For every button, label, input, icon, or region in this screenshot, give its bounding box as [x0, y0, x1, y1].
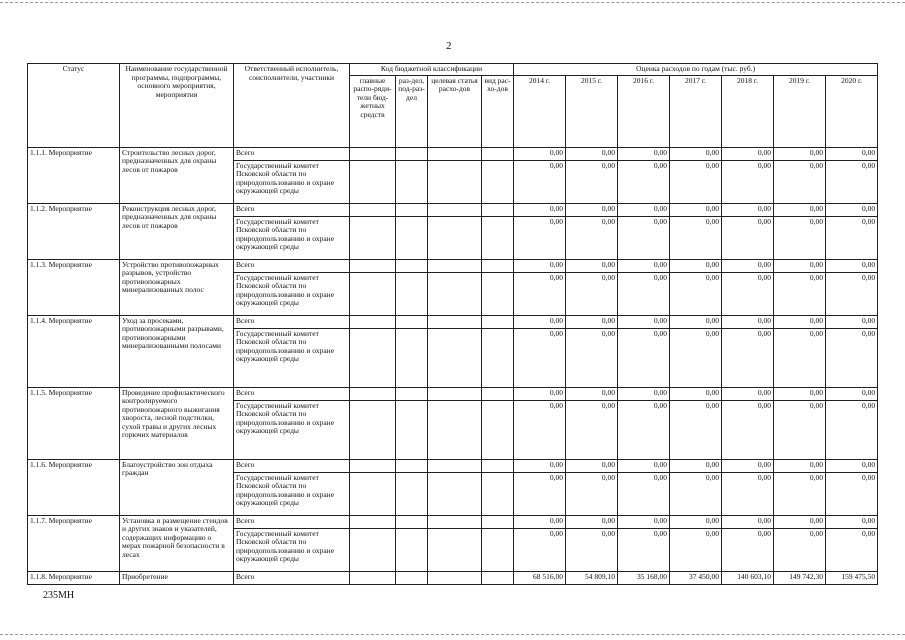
value-cell: 0,00	[722, 400, 774, 459]
empty-cell	[396, 216, 428, 259]
status-header: Статус	[28, 64, 120, 148]
value-cell: 35 168,00	[618, 571, 670, 584]
empty-cell	[396, 315, 428, 328]
value-cell: 0,00	[670, 515, 722, 528]
row-name: Проведение профилактического контролируемого противопожарного выжигания хвороста, лесной подстилки, сухой травы и других лесных горючих материалов	[120, 387, 234, 459]
value-cell: 0,00	[514, 315, 566, 328]
value-cell: 0,00	[722, 528, 774, 571]
expense-type-header: вид рас-хо-дов	[482, 75, 514, 147]
value-cell: 0,00	[722, 315, 774, 328]
empty-cell	[428, 315, 482, 328]
empty-cell	[396, 160, 428, 203]
value-cell: 0,00	[514, 160, 566, 203]
value-cell: 0,00	[722, 515, 774, 528]
value-cell: 0,00	[618, 160, 670, 203]
value-cell: 0,00	[514, 459, 566, 472]
row-status: 1.1.1. Мероприятие	[28, 147, 120, 203]
value-cell: 0,00	[618, 315, 670, 328]
value-cell: 0,00	[618, 515, 670, 528]
empty-cell	[482, 459, 514, 472]
row-responsible-committee: Государственный комитет Псковской области по природопользованию и охране окружающей среды	[234, 160, 350, 203]
value-cell: 0,00	[670, 459, 722, 472]
value-cell: 0,00	[566, 272, 618, 315]
value-cell: 0,00	[514, 472, 566, 515]
row-responsible-total: Всего	[234, 387, 350, 400]
row-name: Реконструкция лесных дорог, предназначенных для охраны лесов от пожаров	[120, 203, 234, 259]
empty-cell	[428, 472, 482, 515]
row-status: 1.1.8. Мероприятие	[28, 571, 120, 584]
row-responsible-committee: Государственный комитет Псковской области по природопользованию и охране окружающей среды	[234, 272, 350, 315]
empty-cell	[396, 571, 428, 584]
row-responsible-committee: Государственный комитет Псковской области по природопользованию и охране окружающей среды	[234, 472, 350, 515]
row-responsible-total: Всего	[234, 315, 350, 328]
empty-cell	[350, 459, 396, 472]
value-cell: 0,00	[514, 272, 566, 315]
value-cell: 0,00	[514, 203, 566, 216]
value-cell: 0,00	[566, 472, 618, 515]
value-cell: 0,00	[618, 472, 670, 515]
budget-table	[27, 63, 878, 585]
value-cell: 0,00	[514, 528, 566, 571]
empty-cell	[350, 328, 396, 387]
value-cell: 0,00	[514, 259, 566, 272]
value-cell: 0,00	[618, 528, 670, 571]
empty-cell	[396, 515, 428, 528]
value-cell: 0,00	[618, 216, 670, 259]
value-cell: 0,00	[618, 459, 670, 472]
empty-cell	[428, 259, 482, 272]
value-cell: 0,00	[566, 459, 618, 472]
empty-cell	[396, 259, 428, 272]
year-header: 2015 г.	[566, 75, 618, 147]
value-cell: 0,00	[826, 259, 878, 272]
value-cell: 0,00	[566, 203, 618, 216]
empty-cell	[482, 472, 514, 515]
row-name: Благоустройство зон отдыха граждан	[120, 459, 234, 515]
row-responsible-total: Всего	[234, 203, 350, 216]
value-cell: 0,00	[670, 160, 722, 203]
empty-cell	[482, 315, 514, 328]
row-status: 1.1.5. Мероприятие	[28, 387, 120, 459]
value-cell: 0,00	[618, 328, 670, 387]
value-cell: 159 475,50	[826, 571, 878, 584]
empty-cell	[396, 272, 428, 315]
row-name: Строительство лесных дорог, предназначенных для охраны лесов от пожаров	[120, 147, 234, 203]
value-cell: 0,00	[774, 315, 826, 328]
value-cell: 0,00	[774, 272, 826, 315]
empty-cell	[396, 387, 428, 400]
value-cell: 0,00	[670, 528, 722, 571]
row-responsible-total: Всего	[234, 515, 350, 528]
row-status: 1.1.3. Мероприятие	[28, 259, 120, 315]
row-responsible-committee: Государственный комитет Псковской области по природопользованию и охране окружающей среды	[234, 328, 350, 387]
empty-cell	[482, 571, 514, 584]
row-responsible: Всего	[234, 571, 350, 584]
value-cell: 0,00	[670, 472, 722, 515]
value-cell: 0,00	[566, 160, 618, 203]
budget-code-header: Код бюджетной классификации	[350, 64, 514, 76]
empty-cell	[396, 472, 428, 515]
value-cell: 0,00	[514, 515, 566, 528]
table-body	[28, 147, 878, 584]
empty-cell	[428, 459, 482, 472]
value-cell: 0,00	[722, 147, 774, 160]
value-cell: 0,00	[774, 259, 826, 272]
row-name: Уход за просеками, противопожарными разрывами, противопожарными минерализованными полосами	[120, 315, 234, 387]
value-cell: 0,00	[670, 387, 722, 400]
value-cell: 0,00	[774, 160, 826, 203]
empty-cell	[428, 160, 482, 203]
value-cell: 0,00	[670, 272, 722, 315]
empty-cell	[428, 571, 482, 584]
value-cell: 0,00	[722, 472, 774, 515]
value-cell: 0,00	[566, 528, 618, 571]
empty-cell	[482, 328, 514, 387]
responsible-header: Ответственный исполнитель, соисполнители, участники	[234, 64, 350, 148]
value-cell: 68 516,00	[514, 571, 566, 584]
value-cell: 0,00	[826, 203, 878, 216]
table-row-total	[28, 515, 878, 528]
empty-cell	[350, 160, 396, 203]
value-cell: 0,00	[514, 400, 566, 459]
value-cell: 0,00	[670, 259, 722, 272]
value-cell: 0,00	[826, 328, 878, 387]
empty-cell	[350, 472, 396, 515]
empty-cell	[428, 515, 482, 528]
row-status: 1.1.4. Мероприятие	[28, 315, 120, 387]
row-status: 1.1.7. Мероприятие	[28, 515, 120, 571]
empty-cell	[482, 272, 514, 315]
main-managers-header: главные распо-ряди-тели бюд-жетных средств	[350, 75, 396, 147]
table-row-total	[28, 147, 878, 160]
empty-cell	[482, 216, 514, 259]
value-cell: 0,00	[826, 459, 878, 472]
empty-cell	[482, 387, 514, 400]
empty-cell	[350, 528, 396, 571]
empty-cell	[396, 328, 428, 387]
value-cell: 0,00	[826, 147, 878, 160]
target-article-header: целевая статья расхо-дов	[428, 75, 482, 147]
empty-cell	[350, 315, 396, 328]
table-row-total	[28, 459, 878, 472]
empty-cell	[396, 147, 428, 160]
value-cell: 0,00	[566, 328, 618, 387]
year-header: 2020 г.	[826, 75, 878, 147]
year-header: 2014 г.	[514, 75, 566, 147]
value-cell: 0,00	[774, 528, 826, 571]
empty-cell	[428, 203, 482, 216]
value-cell: 0,00	[514, 387, 566, 400]
value-cell: 0,00	[566, 259, 618, 272]
value-cell: 0,00	[826, 472, 878, 515]
value-cell: 0,00	[722, 203, 774, 216]
value-cell: 0,00	[566, 315, 618, 328]
table-row-total	[28, 315, 878, 328]
row-name: Устройство противопожарных разрывов, устройство противопожарных минерализованных полос	[120, 259, 234, 315]
value-cell: 0,00	[618, 387, 670, 400]
empty-cell	[350, 571, 396, 584]
row-responsible-committee: Государственный комитет Псковской области по природопользованию и охране окружающей среды	[234, 216, 350, 259]
value-cell: 0,00	[670, 400, 722, 459]
value-cell: 0,00	[826, 528, 878, 571]
row-responsible-committee: Государственный комитет Псковской области по природопользованию и охране окружающей среды	[234, 400, 350, 459]
value-cell: 0,00	[514, 328, 566, 387]
empty-cell	[482, 259, 514, 272]
row-responsible-committee: Государственный комитет Псковской области по природопользованию и охране окружающей среды	[234, 528, 350, 571]
value-cell: 0,00	[826, 315, 878, 328]
value-cell: 0,00	[722, 272, 774, 315]
row-status: 1.1.2. Мероприятие	[28, 203, 120, 259]
empty-cell	[350, 259, 396, 272]
value-cell: 0,00	[670, 328, 722, 387]
row-name: Приобретение	[120, 571, 234, 584]
empty-cell	[428, 387, 482, 400]
empty-cell	[428, 216, 482, 259]
value-cell: 0,00	[618, 259, 670, 272]
empty-cell	[350, 400, 396, 459]
empty-cell	[350, 387, 396, 400]
year-header: 2018 г.	[722, 75, 774, 147]
value-cell: 54 809,10	[566, 571, 618, 584]
value-cell: 0,00	[826, 160, 878, 203]
empty-cell	[428, 528, 482, 571]
value-cell: 0,00	[566, 216, 618, 259]
value-cell: 0,00	[618, 400, 670, 459]
value-cell: 140 603,10	[722, 571, 774, 584]
value-cell: 0,00	[566, 400, 618, 459]
value-cell: 0,00	[670, 147, 722, 160]
empty-cell	[396, 459, 428, 472]
year-header: 2019 г.	[774, 75, 826, 147]
empty-cell	[482, 160, 514, 203]
empty-cell	[428, 328, 482, 387]
empty-cell	[350, 203, 396, 216]
scan-edge-bottom	[0, 634, 905, 635]
value-cell: 0,00	[514, 147, 566, 160]
costs-estimate-header: Оценка расходов по годам (тыс. руб.)	[514, 64, 878, 76]
value-cell: 0,00	[774, 328, 826, 387]
empty-cell	[482, 147, 514, 160]
row-responsible-total: Всего	[234, 147, 350, 160]
name-header: Наименование государственной программы, подпрограммы, основного мероприятия, мероприятия	[120, 64, 234, 148]
page-number: 2	[446, 40, 452, 52]
table-row-last	[28, 571, 878, 584]
row-name: Установка и размещение стендов и других знаков и указателей, содержащих информацию о мерах пожарной безопасности в лесах	[120, 515, 234, 571]
value-cell: 0,00	[774, 515, 826, 528]
row-responsible-total: Всего	[234, 259, 350, 272]
value-cell: 37 450,00	[670, 571, 722, 584]
value-cell: 0,00	[618, 272, 670, 315]
empty-cell	[482, 515, 514, 528]
value-cell: 0,00	[774, 147, 826, 160]
value-cell: 0,00	[618, 203, 670, 216]
empty-cell	[428, 147, 482, 160]
table-row-total	[28, 203, 878, 216]
footer-code: 235МН	[43, 590, 75, 601]
value-cell: 0,00	[722, 216, 774, 259]
value-cell: 0,00	[774, 216, 826, 259]
value-cell: 0,00	[774, 203, 826, 216]
value-cell: 0,00	[618, 147, 670, 160]
empty-cell	[350, 147, 396, 160]
table-row-total	[28, 259, 878, 272]
value-cell: 0,00	[774, 472, 826, 515]
empty-cell	[350, 515, 396, 528]
value-cell: 0,00	[826, 515, 878, 528]
empty-cell	[428, 272, 482, 315]
value-cell: 0,00	[670, 203, 722, 216]
value-cell: 0,00	[774, 459, 826, 472]
empty-cell	[482, 528, 514, 571]
value-cell: 0,00	[826, 216, 878, 259]
empty-cell	[428, 400, 482, 459]
value-cell: 0,00	[514, 216, 566, 259]
value-cell: 0,00	[774, 387, 826, 400]
value-cell: 0,00	[670, 216, 722, 259]
empty-cell	[482, 400, 514, 459]
value-cell: 0,00	[566, 515, 618, 528]
value-cell: 0,00	[826, 387, 878, 400]
value-cell: 0,00	[774, 400, 826, 459]
row-responsible-total: Всего	[234, 459, 350, 472]
value-cell: 0,00	[670, 315, 722, 328]
value-cell: 0,00	[722, 328, 774, 387]
row-status: 1.1.6. Мероприятие	[28, 459, 120, 515]
value-cell: 0,00	[826, 400, 878, 459]
empty-cell	[482, 203, 514, 216]
value-cell: 0,00	[566, 387, 618, 400]
value-cell: 0,00	[722, 387, 774, 400]
empty-cell	[350, 216, 396, 259]
header-row-1	[28, 64, 878, 76]
empty-cell	[396, 203, 428, 216]
scan-edge-top	[0, 2, 905, 3]
empty-cell	[396, 528, 428, 571]
value-cell: 0,00	[826, 272, 878, 315]
section-header: раз-дел, под-раз-дел	[396, 75, 428, 147]
empty-cell	[396, 400, 428, 459]
value-cell: 0,00	[722, 259, 774, 272]
value-cell: 149 742,30	[774, 571, 826, 584]
year-header: 2017 г.	[670, 75, 722, 147]
value-cell: 0,00	[722, 160, 774, 203]
year-header: 2016 г.	[618, 75, 670, 147]
empty-cell	[350, 272, 396, 315]
value-cell: 0,00	[566, 147, 618, 160]
value-cell: 0,00	[722, 459, 774, 472]
table-row-total	[28, 387, 878, 400]
